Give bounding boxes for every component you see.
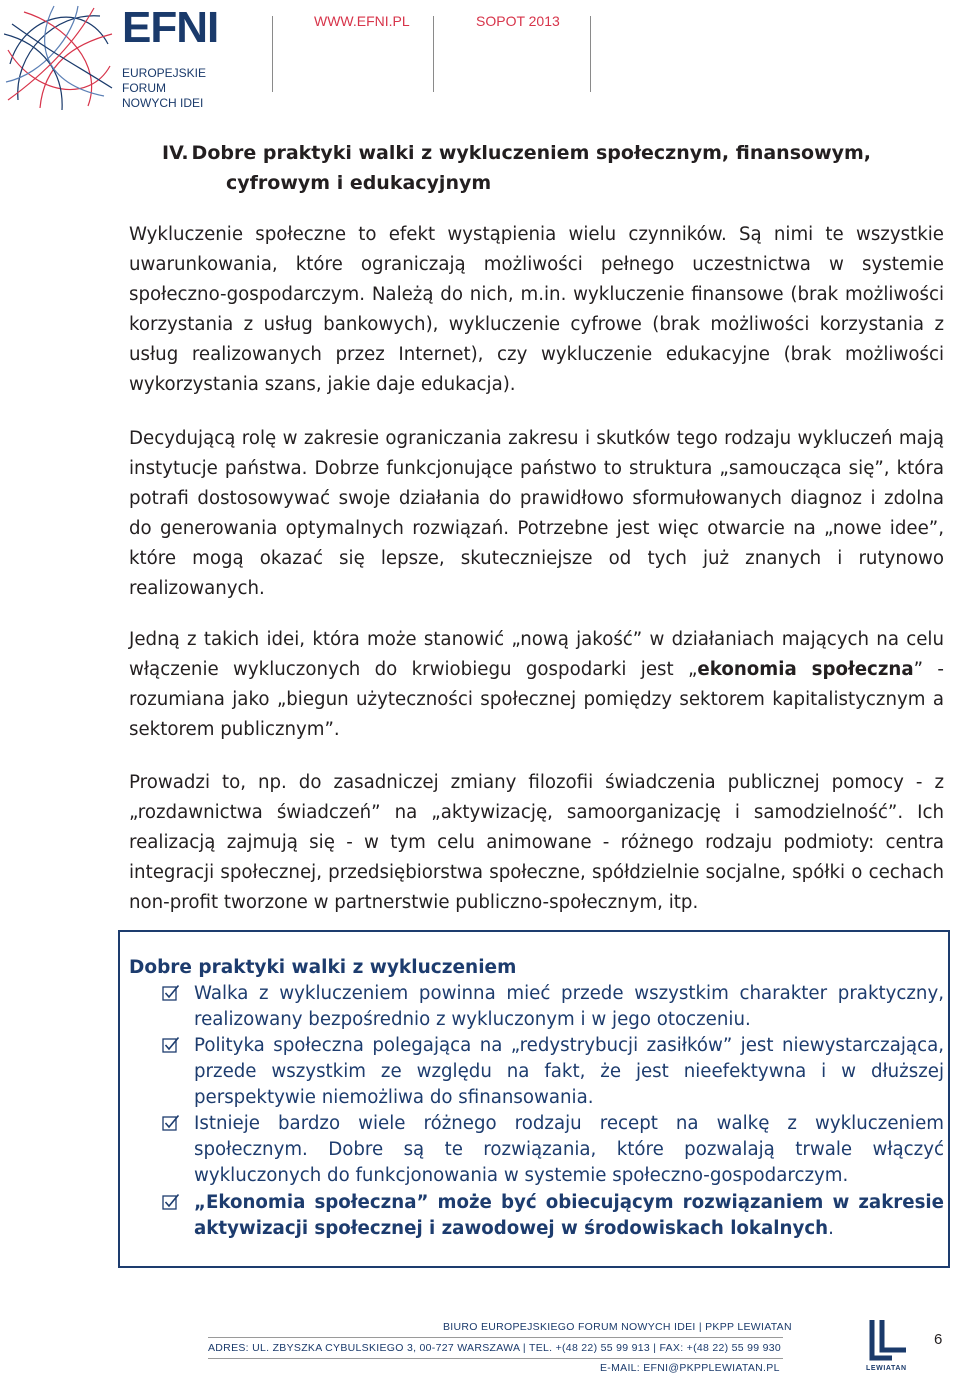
checkbox-checked-icon [162,1036,180,1054]
paragraph-3-start: Jedną z takich idei, która może stanowić „nową jakość” w działaniach mających na celu włączenie wykluczonych do krwiobiegu gospodarki jest „ [129,629,944,680]
section-heading [162,138,944,198]
section-title-line2: cyfrowym i edukacyjnym [226,172,492,194]
section-number: IV. [162,142,189,164]
header-divider [272,16,273,92]
paragraph-2: Decydującą rolę w zakresie ograniczania zakresu i skutków tego rodzaju wykluczeń mają instytucje państwa. Dobrze funkcjonujące państwo to struktura „samoucząca się”, która potrafi dostosowywać swoje działania do prawidłowo sformułowanych diagnoz i zdolna do generowania optymalnych rozwiązań. Potrzebne jest więc otwarcie na „nowe idee”, które mogą okazać się lepsze, skuteczniejsze od tych już znanych i rutynowo realizowanych. [129,428,944,599]
box-item-bold-text: „Ekonomia społeczna” może być obiecującym rozwiązaniem w zakresie aktywizacji społecznej i zawodowej w środowiskach lokalnych [194,1192,944,1239]
brand-subtitle-line1: EUROPEJSKIE FORUM [122,66,207,95]
paragraph-3 [129,625,944,745]
paragraph-3-bold: ekonomia społeczna [697,659,914,680]
lewiatan-logo-text: LEWIATAN [866,1365,907,1372]
header-divider [590,16,591,92]
footer-divider [208,1358,783,1359]
checkbox-checked-icon [162,984,180,1002]
lewiatan-logo-icon [862,1318,914,1364]
checkbox-checked-icon [162,1193,180,1211]
page-number: 6 [934,1331,943,1348]
paragraph-3-end: ” - rozumiana jako „biegun użyteczności społecznej pomiędzy sektorem kapitalistycznym a sektorem publicznym”. [129,659,944,740]
box-title: Dobre praktyki walki z wykluczeniem [129,957,517,978]
footer-org: BIURO EUROPEJSKIEGO FORUM NOWYCH IDEI | PKPP LEWIATAN [443,1321,792,1333]
paragraph-1: Wykluczenie społeczne to efekt wystąpienia wielu czynników. Są nimi te wszystkie uwarunkowania, które ograniczają możliwości pełnego uczestnictwa w systemie społeczno-gospodarczym. Należą do nich, m.in. wykluczenie finansowe (brak możliwości korzystania z usług bankowych), wykluczenie cyfrowe (brak możliwości korzystania z usług realizowanych przez Internet), czy wykluczenie edukacyjne (brak możliwości wykorzystania szans, jakie daje edukacja). [129,224,944,395]
footer-email[interactable]: E-MAIL: EFNI@PKPPLEWIATAN.PL [600,1362,780,1374]
box-item-tail: . [828,1218,834,1239]
brand-subtitle [122,66,242,111]
checkbox-checked-icon [162,1114,180,1132]
brand-subtitle-line2: NOWYCH IDEI [122,96,204,110]
brand-name: EFNI [122,3,219,52]
footer-divider [208,1337,783,1338]
paragraph-4: Prowadzi to, np. do zasadniczej zmiany filozofii świadczenia publicznej pomocy - z „rozdawnictwa świadczeń” na „aktywizację, samoorganizację i samodzielność”. Ich realizacją zajmują się - w tym celu animowane - różnego rodzaju podmioty: centra integracji społecznej, przedsiębiorstwa społeczne, spółdzielnie socjalne, spółki o cechach non-profit tworzone w partnerstwie publiczno-społecznym, itp. [129,772,944,913]
box-item-text: Polityka społeczna polegająca na „redystrybucji zasiłków” jest niewystarczająca, przede wszystkim ze względu na fakt, że jest nieefektywna i w dłuższej perspektywie niemożliwa do sfinansowania. [194,1035,944,1108]
website-link[interactable]: WWW.EFNI.PL [314,13,410,29]
box-item-text [194,1190,944,1242]
box-item-text: Istnieje bardzo wiele różnego rodzaju recept na walkę z wykluczeniem społecznym. Dobre są te rozwiązania, które pozwalają trwale włączyć wykluczonych do funkcjonowania w systemie społeczno-gospodarczym. [194,1113,944,1186]
section-title-line1: Dobre praktyki walki z wykluczeniem społecznym, finansowym, [191,142,872,164]
footer-address: ADRES: UL. ZBYSZKA CYBULSKIEGO 3, 00-727 WARSZAWA | TEL. +(48 22) 55 99 913 | FAX: +(48 22) 55 99 930 [208,1342,782,1354]
efni-logo-mark [4,4,114,110]
box-item-text: Walka z wykluczeniem powinna mieć przede wszystkim charakter praktyczny, realizowany bezpośrednio z wykluczonym i w jego otoczeniu. [194,983,944,1030]
event-label: SOPOT 2013 [476,13,560,29]
header-divider [433,16,434,92]
